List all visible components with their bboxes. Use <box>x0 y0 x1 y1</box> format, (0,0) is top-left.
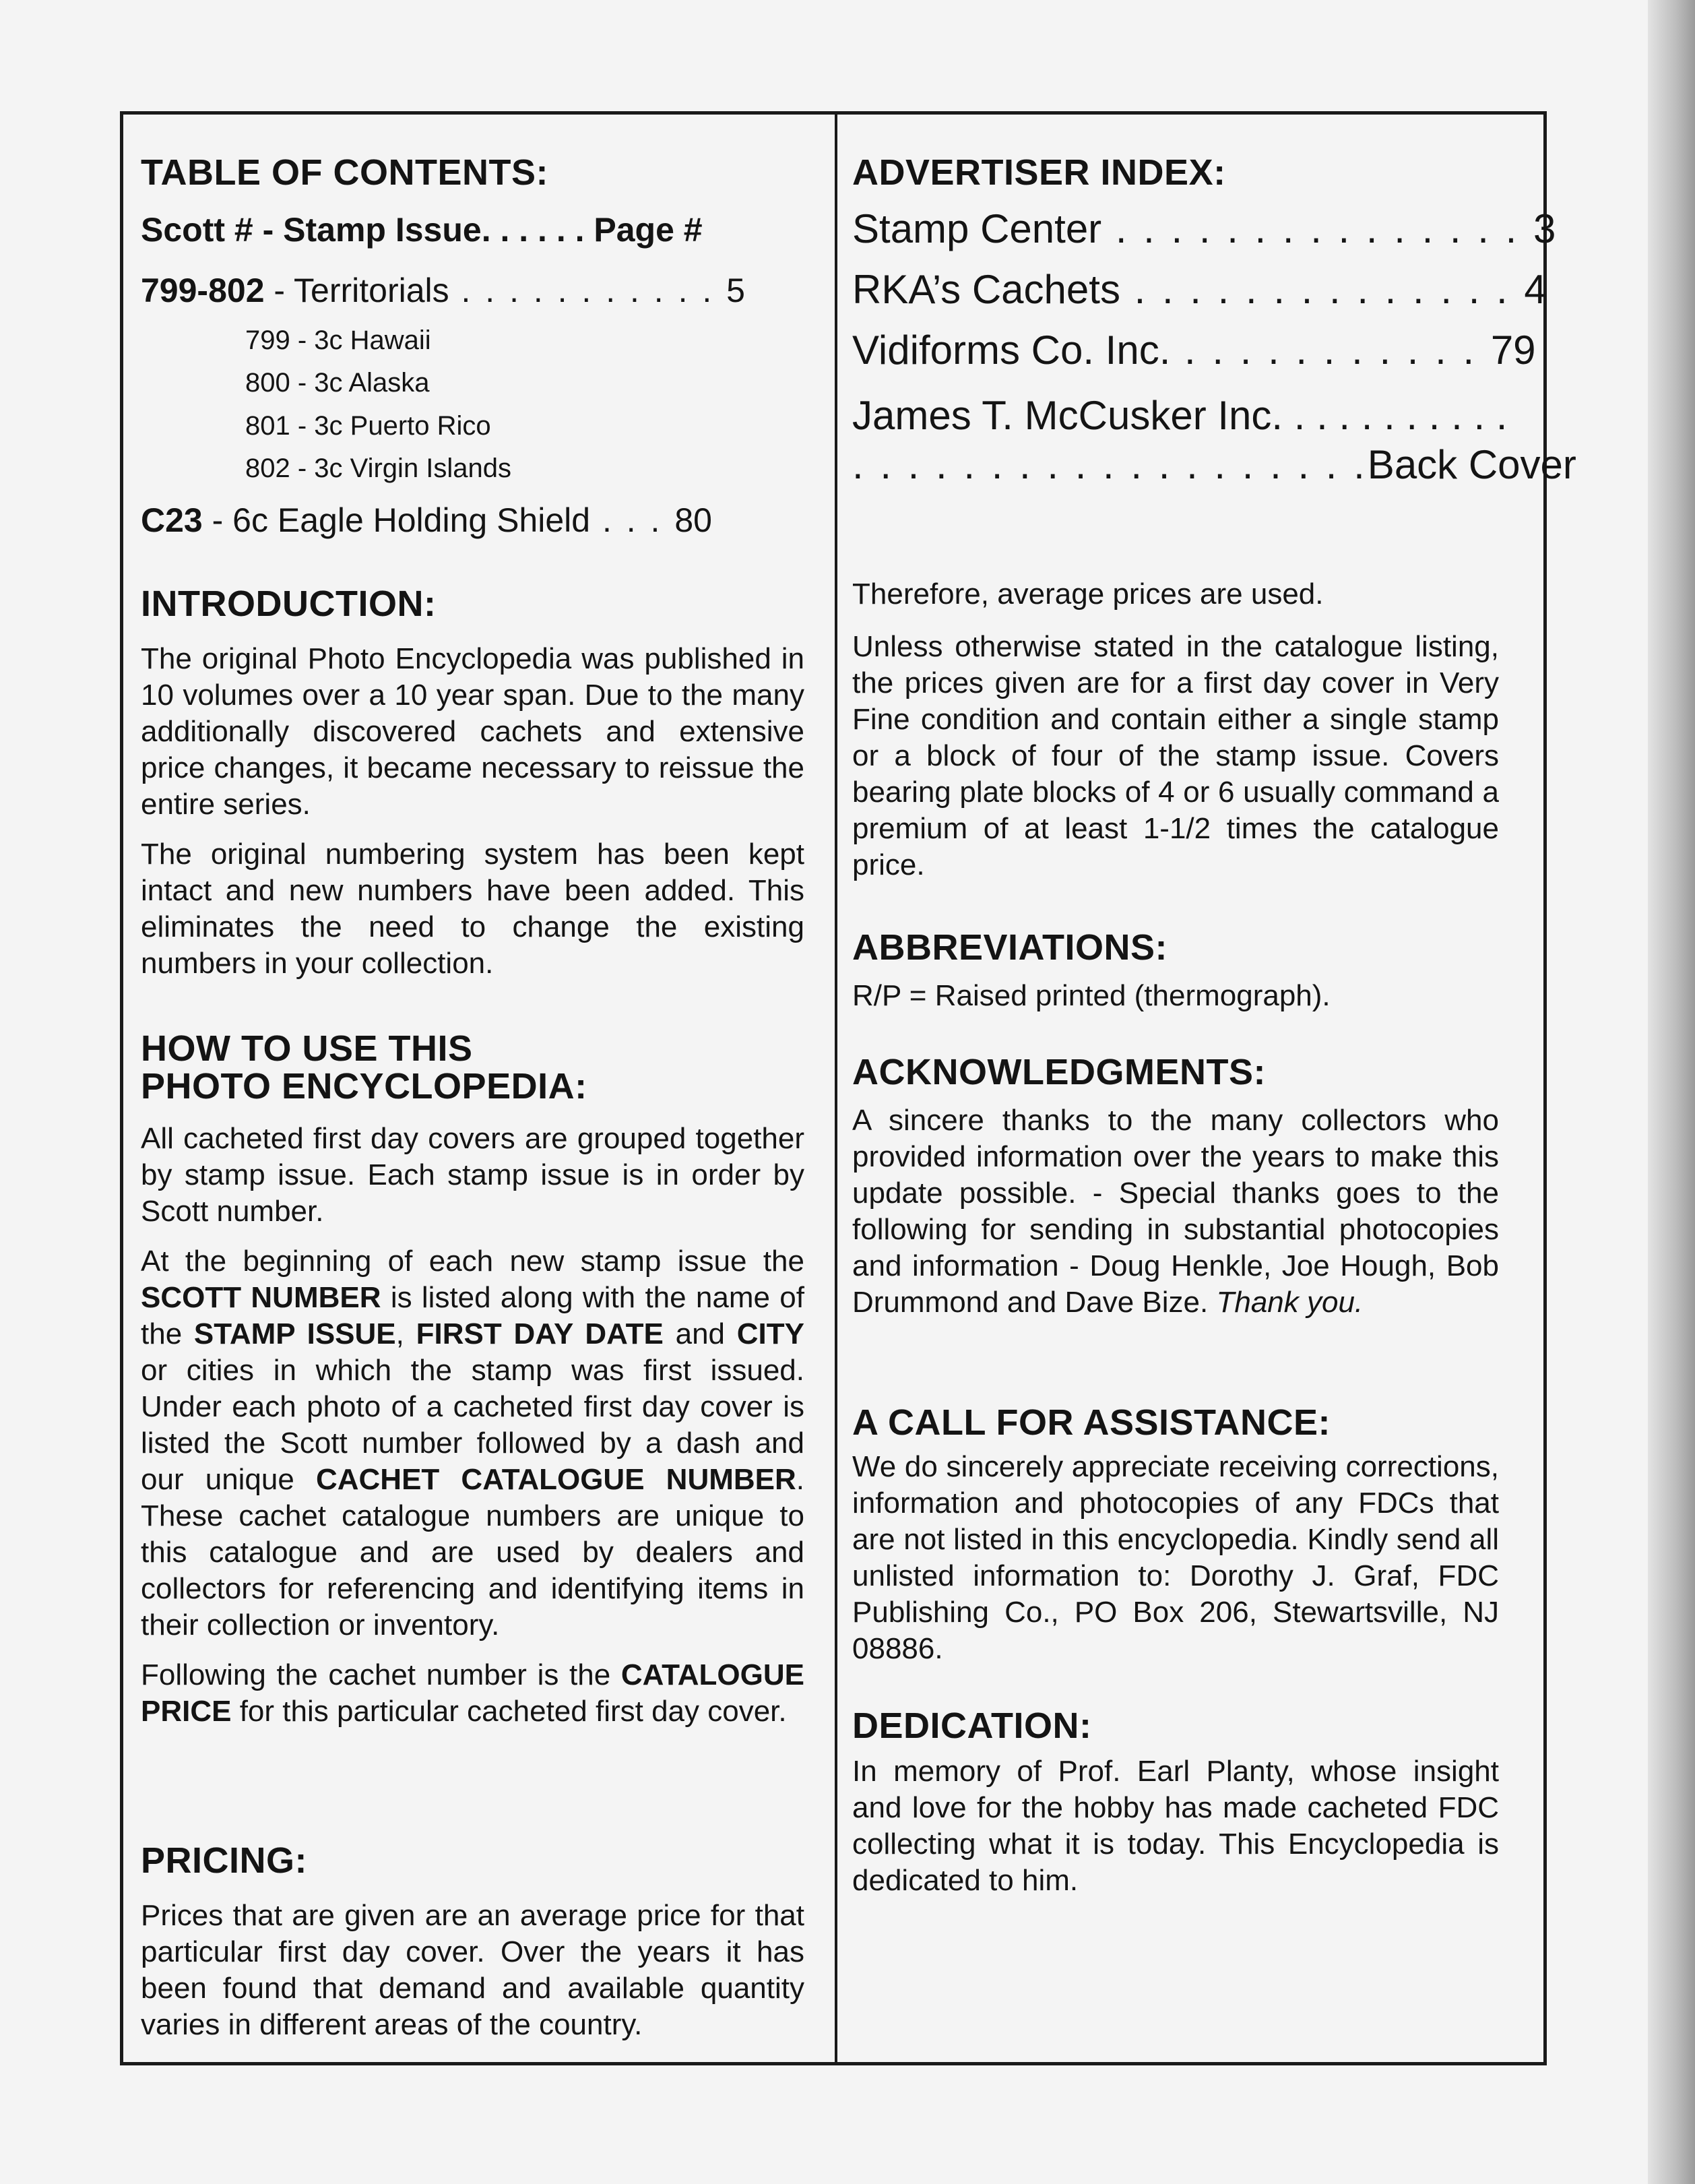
advertiser-entry: Vidiforms Co. Inc. . . . . . . . . . . . 79 <box>852 327 1536 373</box>
toc-entry-dots: . . . . . . . . . . . <box>449 272 727 309</box>
toc-entry-number: C23 <box>141 501 203 539</box>
pricing-paragraph: Prices that are given are an average price for that particular first day cover. Over the years it has been found that demand and available quantity varies in different areas of the country. <box>141 1899 804 2042</box>
pricing-section <box>141 1840 804 2043</box>
introduction-paragraph: The original Photo Encyclopedia was published in 10 volumes over a 10 year span. Due to the many additionally discovered cachets and extensive price changes, it became necessary to reissue the entire series. <box>141 642 804 821</box>
toc-entry-title: - 6c Eagle Holding Shield <box>202 501 591 539</box>
how-to-paragraph: Following the cachet number is the CATALOGUE PRICE for this particular cacheted first day cover. <box>141 1658 804 1728</box>
advertiser-entry: RKA’s Cachets . . . . . . . . . . . . . . 4 <box>852 267 1547 312</box>
abbreviations-section <box>852 927 1499 1014</box>
toc-entry-number: 799-802 <box>141 272 265 309</box>
acknowledgments-text: A sincere thanks to the many collectors who provided information over the years to make this update possible. - Special thanks goes to the following for sending in substantial photocopies and information - Doug Henkle, Joe Hough, Bob Drummond and Dave Bize. Thank you. <box>852 1104 1499 1319</box>
pricing-paragraph: Unless otherwise stated in the catalogue listing, the prices given are for a first day cover in Very Fine condition and contain either a single stamp or a block of four of the stamp issue. Covers bearing plate blocks of 4 or 6 usually command a premium of at least 1-1/2 times the catalogue price. <box>852 630 1499 881</box>
how-to-section <box>141 1028 804 1730</box>
how-to-heading-line2: PHOTO ENCYCLOPEDIA: <box>141 1066 587 1107</box>
assistance-heading: A CALL FOR ASSISTANCE: <box>852 1402 1331 1443</box>
abbreviations-heading: ABBREVIATIONS: <box>852 927 1168 968</box>
advertiser-entry: Stamp Center . . . . . . . . . . . . . . . 3 <box>852 206 1556 251</box>
toc-heading: TABLE OF CONTENTS: <box>141 152 548 193</box>
how-to-heading-line1: HOW TO USE THIS <box>141 1028 473 1069</box>
pricing-heading: PRICING: <box>141 1840 307 1881</box>
acknowledgments-heading: ACKNOWLEDGMENTS: <box>852 1052 1266 1092</box>
toc-entry <box>141 501 804 540</box>
acknowledgments-section <box>852 1051 1499 1321</box>
assistance-section <box>852 1402 1499 1667</box>
pricing-continued <box>852 576 1499 883</box>
advertiser-entry: James T. McCusker Inc. . . . . . . . . . . <box>852 393 1508 438</box>
toc-entry-page: 5 <box>726 272 745 309</box>
introduction-heading: INTRODUCTION: <box>141 584 437 624</box>
toc-sub-entry: 802 - 3c Virgin Islands <box>245 454 512 483</box>
introduction-paragraph: The original numbering system has been kept intact and new numbers have been added. This eliminates the need to change the existing numbers in your collection. <box>141 838 804 980</box>
content-frame <box>120 111 1576 2065</box>
advertiser-entry-continued: . . . . . . . . . . . . . . . . . . .Back Cover <box>852 442 1576 487</box>
toc-sub-entry: 799 - 3c Hawaii <box>245 325 431 355</box>
advertiser-heading: ADVERTISER INDEX: <box>852 152 1226 193</box>
column-divider <box>835 115 837 2062</box>
introduction-section <box>141 583 804 982</box>
abbreviations-text: R/P = Raised printed (thermograph). <box>852 979 1331 1013</box>
dedication-section <box>852 1705 1499 1899</box>
toc-column-header: Scott # - Stamp Issue. . . . . . Page # <box>141 211 703 249</box>
toc-entry-page: 80 <box>674 501 712 539</box>
pricing-paragraph: Therefore, average prices are used. <box>852 578 1324 611</box>
dedication-text: In memory of Prof. Earl Planty, whose insight and love for the hobby has made cacheted FDC collecting what it is today. This Encyclopedia is dedicated to him. <box>852 1755 1499 1898</box>
dedication-heading: DEDICATION: <box>852 1706 1092 1746</box>
how-to-paragraph: All cacheted first day covers are grouped together by stamp issue. Each stamp issue is in order by Scott number. <box>141 1122 804 1228</box>
how-to-paragraph: At the beginning of each new stamp issue the SCOTT NUMBER is listed along with the name of the STAMP ISSUE, FIRST DAY DATE and CITY or cities in which the stamp was first issued. Under each photo of a cacheted first day cover is listed the Scott number followed by a dash and our unique CACHET CATALOGUE NUMBER. These cachet catalogue numbers are unique to this catalogue and are used by dealers and collectors for referencing and identifying items in their collection or inventory. <box>141 1245 804 1642</box>
toc-sub-entry: 800 - 3c Alaska <box>245 368 430 398</box>
toc-entry-dots: . . . <box>590 501 675 539</box>
assistance-text: We do sincerely appreciate receiving corrections, information and photocopies of any FDCs that are not listed in this encyclopedia. Kindly send all unlisted information to: Dorothy J. Graf, FDC Publishing Co., PO Box 206, Stewartsville, NJ 08886. <box>852 1450 1499 1666</box>
toc-entry <box>141 271 804 310</box>
toc-sub-entry: 801 - 3c Puerto Rico <box>245 411 491 441</box>
toc-entry-title: - Territorials <box>264 272 449 309</box>
page-edge-shadow <box>1648 0 1695 2184</box>
